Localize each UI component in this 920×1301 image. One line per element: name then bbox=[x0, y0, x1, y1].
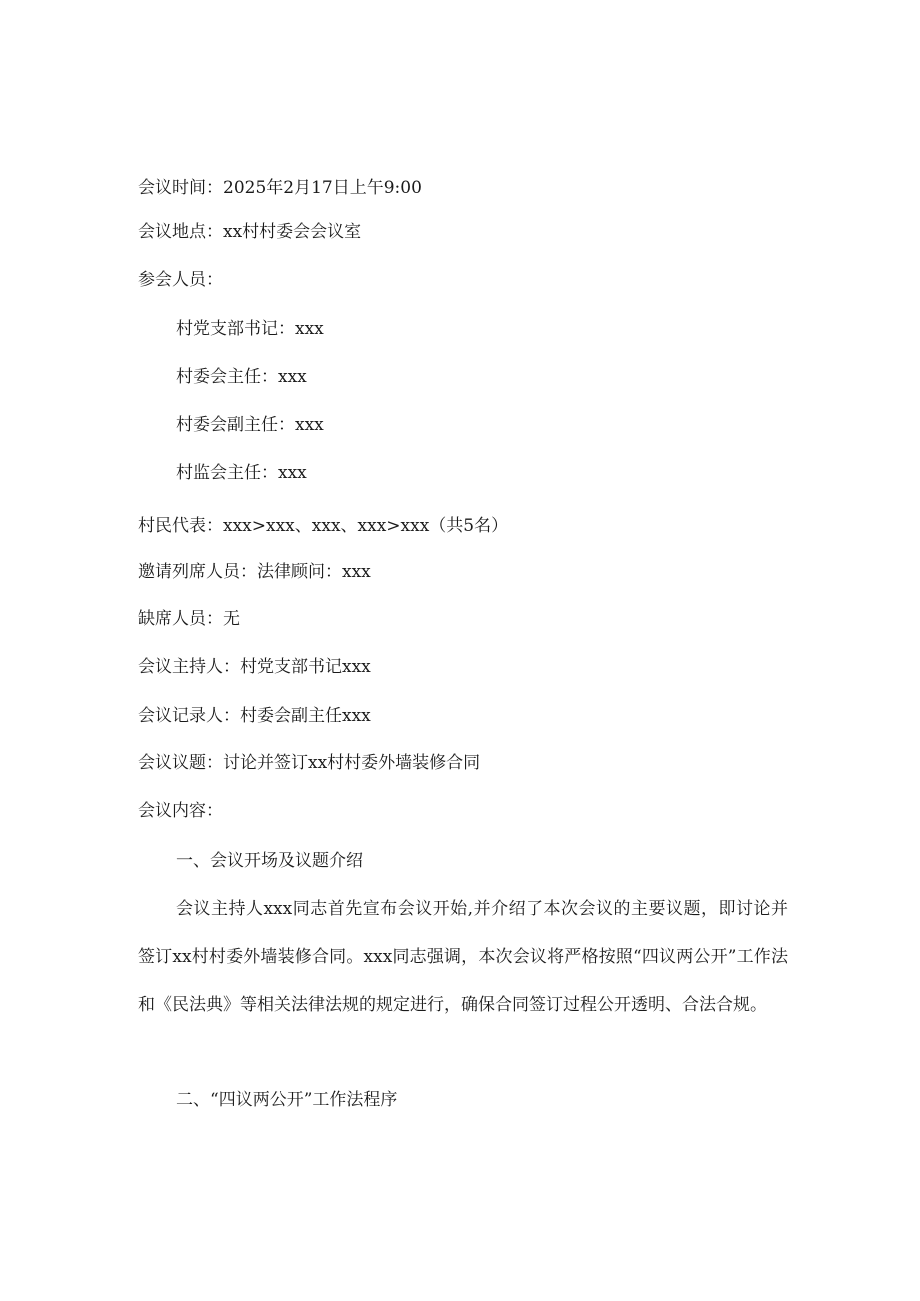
attendee-supervision-director: 村监会主任：xxx bbox=[176, 463, 307, 483]
section-heading-1: 一、会议开场及议题介绍 bbox=[176, 851, 363, 871]
section-body-1: 会议主持人xxx同志首先宣布会议开始,并介绍了本次会议的主要议题，即讨论并签订xx村村委外墙装修合同。xxx同志强调，本次会议将严格按照“四议两公开”工作法和《民法典》等相关法律法规的规定进行，确保合同签订过程公开透明、合法合规。 bbox=[138, 899, 788, 1015]
attendees-label: 参会人员： bbox=[138, 270, 223, 290]
meeting-location: 会议地点：xx村村委会会议室 bbox=[138, 222, 362, 242]
attendee-committee-director: 村委会主任：xxx bbox=[176, 367, 307, 387]
attendee-deputy-director: 村委会副主任：xxx bbox=[176, 415, 324, 435]
absent-attendees: 缺席人员：无 bbox=[138, 609, 240, 629]
section-heading-2: 二、“四议两公开”工作法程序 bbox=[176, 1090, 398, 1110]
meeting-topic: 会议议题：讨论并签订xx村村委外墙装修合同 bbox=[138, 753, 481, 773]
meeting-recorder: 会议记录人：村委会副主任xxx bbox=[138, 706, 371, 726]
attendee-party-secretary: 村党支部书记：xxx bbox=[176, 319, 324, 339]
meeting-content-label: 会议内容： bbox=[138, 801, 223, 821]
villager-representatives: 村民代表：xxx>xxx、xxx、xxx>xxx（共5名） bbox=[138, 516, 509, 536]
meeting-time: 会议时间：2025年2月17日上午9:00 bbox=[138, 178, 422, 198]
invited-attendees: 邀请列席人员：法律顾问：xxx bbox=[138, 562, 371, 582]
meeting-host: 会议主持人：村党支部书记xxx bbox=[138, 657, 371, 677]
